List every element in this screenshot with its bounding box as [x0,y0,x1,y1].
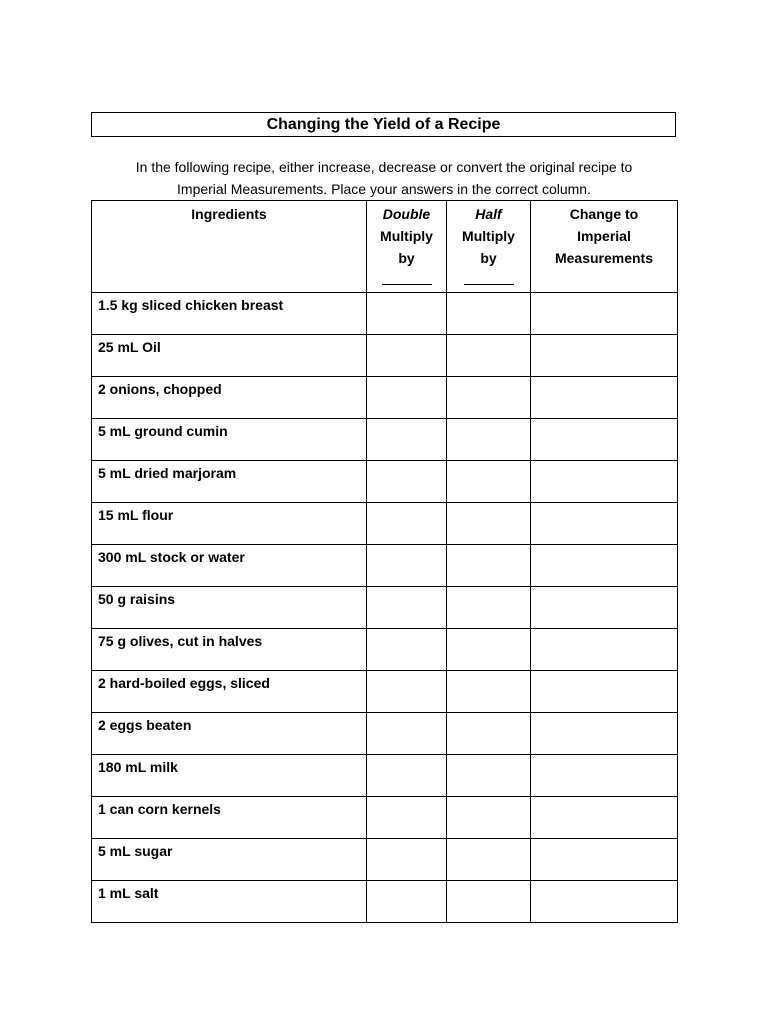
double-answer-cell[interactable] [367,755,447,797]
ingredient-cell: 2 onions, chopped [92,377,367,419]
header-imperial-line-2: Imperial [577,228,631,244]
instructions-line-2: Imperial Measurements. Place your answers in the correct column. [177,181,591,197]
ingredient-cell: 15 mL flour [92,503,367,545]
table-row [92,545,678,587]
ingredient-cell: 1.5 kg sliced chicken breast [92,293,367,335]
ingredient-cell: 180 mL milk [92,755,367,797]
instructions [80,156,688,200]
half-answer-cell[interactable] [447,671,531,713]
half-answer-cell[interactable] [447,503,531,545]
recipe-table [91,200,678,923]
ingredient-cell: 50 g raisins [92,587,367,629]
table-row [92,335,678,377]
ingredient-cell: 1 mL salt [92,881,367,923]
double-answer-cell[interactable] [367,545,447,587]
imperial-answer-cell[interactable] [531,377,678,419]
imperial-answer-cell[interactable] [531,335,678,377]
half-answer-cell[interactable] [447,587,531,629]
ingredient-cell: 25 mL Oil [92,335,367,377]
imperial-answer-cell[interactable] [531,293,678,335]
double-answer-cell[interactable] [367,335,447,377]
ingredient-cell: 2 hard-boiled eggs, sliced [92,671,367,713]
imperial-answer-cell[interactable] [531,545,678,587]
imperial-answer-cell[interactable] [531,755,678,797]
double-answer-cell[interactable] [367,461,447,503]
table-header-row [92,201,678,293]
double-answer-cell[interactable] [367,629,447,671]
half-answer-cell[interactable] [447,755,531,797]
table-row [92,881,678,923]
imperial-answer-cell[interactable] [531,881,678,923]
double-answer-cell[interactable] [367,377,447,419]
table-row [92,629,678,671]
header-half-multiply: Multiply [462,228,515,244]
ingredient-cell: 5 mL ground cumin [92,419,367,461]
ingredient-cell: 1 can corn kernels [92,797,367,839]
double-answer-cell[interactable] [367,671,447,713]
worksheet-title-text: Changing the Yield of a Recipe [266,115,501,133]
half-answer-cell[interactable] [447,335,531,377]
header-half-by: by [480,250,497,266]
half-answer-cell[interactable] [447,545,531,587]
header-imperial-line-1: Change to [569,206,639,222]
ingredient-cell: 75 g olives, cut in halves [92,629,367,671]
table-row [92,797,678,839]
table-row [92,755,678,797]
recipe-table-body [92,293,678,923]
header-half [447,201,531,293]
imperial-answer-cell[interactable] [531,587,678,629]
ingredient-cell: 300 mL stock or water [92,545,367,587]
header-double [367,201,447,293]
ingredient-cell: 2 eggs beaten [92,713,367,755]
header-ingredients-label: Ingredients [191,206,267,222]
half-answer-cell[interactable] [447,797,531,839]
header-half-label: Half [475,206,502,222]
half-answer-cell[interactable] [447,629,531,671]
half-multiplier-blank[interactable] [464,270,514,285]
half-answer-cell[interactable] [447,419,531,461]
imperial-answer-cell[interactable] [531,629,678,671]
double-answer-cell[interactable] [367,293,447,335]
half-answer-cell[interactable] [447,377,531,419]
header-double-label: Double [382,206,431,222]
double-answer-cell[interactable] [367,839,447,881]
table-row [92,419,678,461]
double-answer-cell[interactable] [367,713,447,755]
table-row [92,377,678,419]
table-row [92,503,678,545]
table-row [92,713,678,755]
imperial-answer-cell[interactable] [531,461,678,503]
half-answer-cell[interactable] [447,839,531,881]
table-row [92,293,678,335]
header-imperial [531,201,678,293]
imperial-answer-cell[interactable] [531,503,678,545]
imperial-answer-cell[interactable] [531,671,678,713]
half-answer-cell[interactable] [447,881,531,923]
header-double-by: by [398,250,415,266]
double-answer-cell[interactable] [367,587,447,629]
double-answer-cell[interactable] [367,419,447,461]
table-row [92,461,678,503]
imperial-answer-cell[interactable] [531,797,678,839]
table-row [92,671,678,713]
double-multiplier-blank[interactable] [382,270,432,285]
ingredient-cell: 5 mL dried marjoram [92,461,367,503]
double-answer-cell[interactable] [367,797,447,839]
worksheet-title [91,112,676,137]
imperial-answer-cell[interactable] [531,419,678,461]
double-answer-cell[interactable] [367,881,447,923]
instructions-line-1: In the following recipe, either increase, decrease or convert the original recipe to [135,159,633,175]
header-ingredients [92,201,367,293]
imperial-answer-cell[interactable] [531,839,678,881]
header-double-multiply: Multiply [380,228,433,244]
table-row [92,587,678,629]
imperial-answer-cell[interactable] [531,713,678,755]
ingredient-cell: 5 mL sugar [92,839,367,881]
half-answer-cell[interactable] [447,293,531,335]
header-imperial-line-3: Measurements [554,250,654,266]
table-row [92,839,678,881]
half-answer-cell[interactable] [447,713,531,755]
double-answer-cell[interactable] [367,503,447,545]
half-answer-cell[interactable] [447,461,531,503]
